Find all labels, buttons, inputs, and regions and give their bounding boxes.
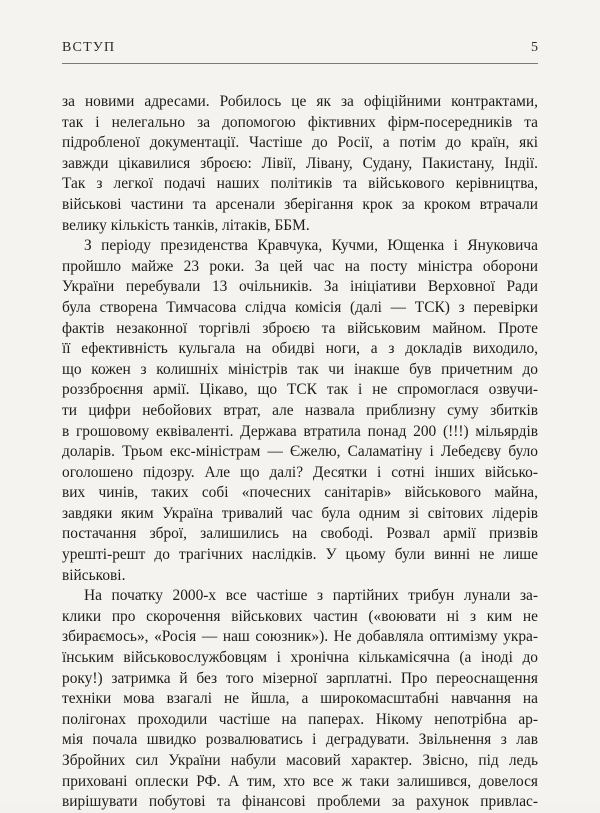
text-line: завдяки яким Україна тривалий час була одним зі світових лідерів xyxy=(62,504,538,522)
text-line: Так з легкої подачі наших політиків та військового керівництва, xyxy=(62,175,538,193)
text-line: за новими адресами. Робилось це як за офіційними контрактами, xyxy=(62,93,538,110)
paragraph xyxy=(62,586,538,813)
text-line: фактів незаконної торгівлі зброєю та військовим майном. Проте xyxy=(62,319,538,337)
text-line: була створена Тимчасова слідча комісія (далі — ТСК) з перевірки xyxy=(62,298,538,316)
text-line: в грошовому еквіваленті. Держава втратила понад 200 (!!!) мільярдів xyxy=(62,422,538,440)
page-number: 5 xyxy=(531,40,538,55)
text-line: велику кількість танків, літаків, ББМ. xyxy=(62,216,310,234)
text-line: На початку 2000-х все частіше з партійних трибун лунали за- xyxy=(84,587,538,605)
header-rule xyxy=(62,63,538,64)
text-line: їнським військовослужбовцям і хронічна кількамісячна (а іноді до xyxy=(62,649,538,667)
text-line: пройшло майже 23 роки. За цей час на посту міністра оборони xyxy=(62,257,538,275)
text-line: збираємось», «Росія — наш союзник»). Не добавляла оптимізму укра- xyxy=(62,628,538,646)
text-line: вих чинів, таких собі «почесних санітарів» військового майна, xyxy=(62,484,538,502)
text-line: З періоду президенства Кравчука, Кучми, Ющенка і Януковича xyxy=(84,237,538,255)
text-line: клики про скорочення військових частин («воювати ні з ким не xyxy=(62,607,538,625)
running-header xyxy=(62,40,538,62)
text-line: військові. xyxy=(62,566,126,584)
text-line: підробленої документації. Частіше до Росії, а потім до країн, які xyxy=(62,134,538,152)
text-line: військові частини та арсенали зберігання крок за кроком втрачали xyxy=(62,195,538,213)
text-line: приховані оплески РФ. А тим, хто все ж таки залишився, довелося xyxy=(62,772,538,790)
text-line: урешті-решт до трагічних наслідків. У цьому були винні не лише xyxy=(62,546,538,564)
text-line: роззброєння армії. Цікаво, що ТСК так і не спромоглася озвучи- xyxy=(62,381,538,399)
paragraph xyxy=(62,92,538,236)
text-line: техніки мова взагалі не йшла, а широкомасштабні навчання на xyxy=(62,690,538,708)
text-line: доларів. Трьом екс-міністрам — Єжелю, Саламатіну і Лебедєву було xyxy=(62,443,538,461)
text-line: що кожен з колишніх міністрів так чи інакше був причетним до xyxy=(62,360,538,378)
text-line: оголошено підозру. Але що далі? Десятки і сотні інших військо- xyxy=(62,463,538,481)
body-text xyxy=(62,92,538,813)
text-line: так і нелегально за допомогою фіктивних фірм-посередників та xyxy=(62,113,538,131)
text-line: України перебували 13 очільників. За ініціативи Верховної Ради xyxy=(62,278,538,296)
text-line: завжди цікавилися зброєю: Лівії, Лівану, Судану, Пакистану, Індії. xyxy=(62,154,538,172)
text-line: вирішувати побутові та фінансові проблеми за рахунок привлас- xyxy=(62,793,538,811)
text-line: полігонах проходили частіше на паперах. Нікому непотрібна ар- xyxy=(62,710,538,728)
text-line: Збройних сил України набули масовий характер. Звісно, під ледь xyxy=(62,752,538,769)
paragraph xyxy=(62,236,538,586)
text-line: постачання зброї, залишились на свободі. Розвал армії призвів xyxy=(62,525,538,543)
text-line: ти цифри небойових втрат, але назвала приблизну суму збитків xyxy=(62,401,538,419)
section-title: ВСТУП xyxy=(62,40,116,55)
text-line: року!) затримка й без того мізерної зарплатні. Про переоснащення xyxy=(62,669,538,687)
text-line: мія почала швидко розвалюватись і деградувати. Звільнення з лав xyxy=(62,731,538,749)
text-line: її ефективність кульгала на обидві ноги, а з докладів виходило, xyxy=(62,340,538,358)
